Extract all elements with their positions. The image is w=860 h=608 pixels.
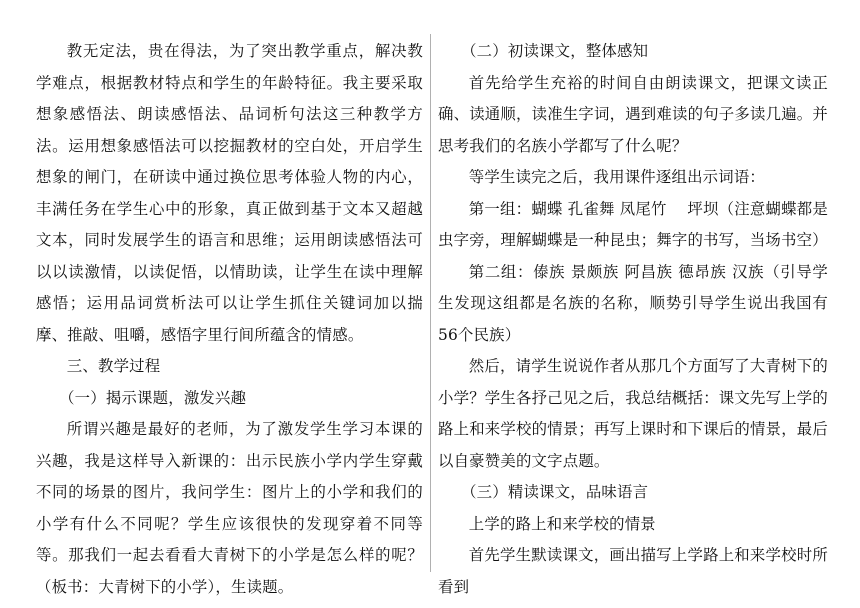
right-column xyxy=(438,36,828,603)
paragraph-road-to-school: 上学的路上和来学校的情景 xyxy=(468,514,656,533)
paragraph-show-words: 等学生读完之后，我用课件逐组出示词语： xyxy=(468,168,766,186)
paragraph-silent-reading: 首先学生默读课文，画出描写上学路上和来学校时所看到 xyxy=(438,546,828,596)
paragraph-free-reading: 首先给学生充裕的时间自由朗读课文，把课文读正确、读通顺，读准生字词，遇到难读的句子多读几遍。并思考我们的名族小学都写了什么呢？ xyxy=(438,73,828,155)
subheading-first-reading: （二）初读课文，整体感知 xyxy=(461,42,649,60)
paragraph-summary: 然后，请学生说说作者从那几个方面写了大青树下的小学？学生各抒己见之后，我总结概括：课文先写上学的路上和来学校的情景；再写上课时和下课后的情景，最后以自豪赞美的文字点题。 xyxy=(438,357,828,470)
subheading-close-reading: （三）精读课文，品味语言 xyxy=(461,483,649,501)
paragraph-word-group-1: 第一组：蝴蝶 孔雀舞 凤尾竹 坪坝（注意蝴蝶都是虫字旁，理解蝴蝶是一种昆虫；舞字的书写，当场书空） xyxy=(438,199,828,249)
column-divider xyxy=(430,34,431,572)
left-column xyxy=(36,36,423,603)
paragraph-word-group-2: 第二组：傣族 景颇族 阿昌族 德昂族 汉族（引导学生发现这组都是名族的名称，顺势引导学生说出我国有56个民族） xyxy=(438,262,828,344)
paragraph-teaching-methods: 教无定法，贵在得法，为了突出教学重点，解决教学难点，根据教材特点和学生的年龄特征。我主要采取想象感悟法、朗读感悟法、品词析句法这三种教学方法。运用想象感悟法可以挖掘教材的空白处，开启学生想象的闸门，在研读中通过换位思考体验人物的内心，丰满任务在学生心中的形象，真正做到基于文本又超越文本，同时发展学生的语言和思维；运用朗读感悟法可以以读激情，以读促悟，以情助读，让学生在读中理解感悟；运用品词赏析法可以让学生抓住关键词加以揣摩、推敲、咀嚼，感悟字里行间所蕴含的情感。 xyxy=(36,42,423,344)
subheading-reveal-topic: （一）揭示课题，激发兴趣 xyxy=(59,388,247,407)
section-heading-teaching-process: 三、教学过程 xyxy=(66,357,161,375)
paragraph-introduction: 所谓兴趣是最好的老师，为了激发学生学习本课的兴趣，我是这样导入新课的：出示民族小学内学生穿戴不同的场景的图片，我问学生：图片上的小学和我们的小学有什么不同呢？学生应该很快的发现穿着不同等等。那我们一起去看看大青树下的小学是怎么样的呢？（板书：大青树下的小学），生读题。 xyxy=(36,420,423,596)
